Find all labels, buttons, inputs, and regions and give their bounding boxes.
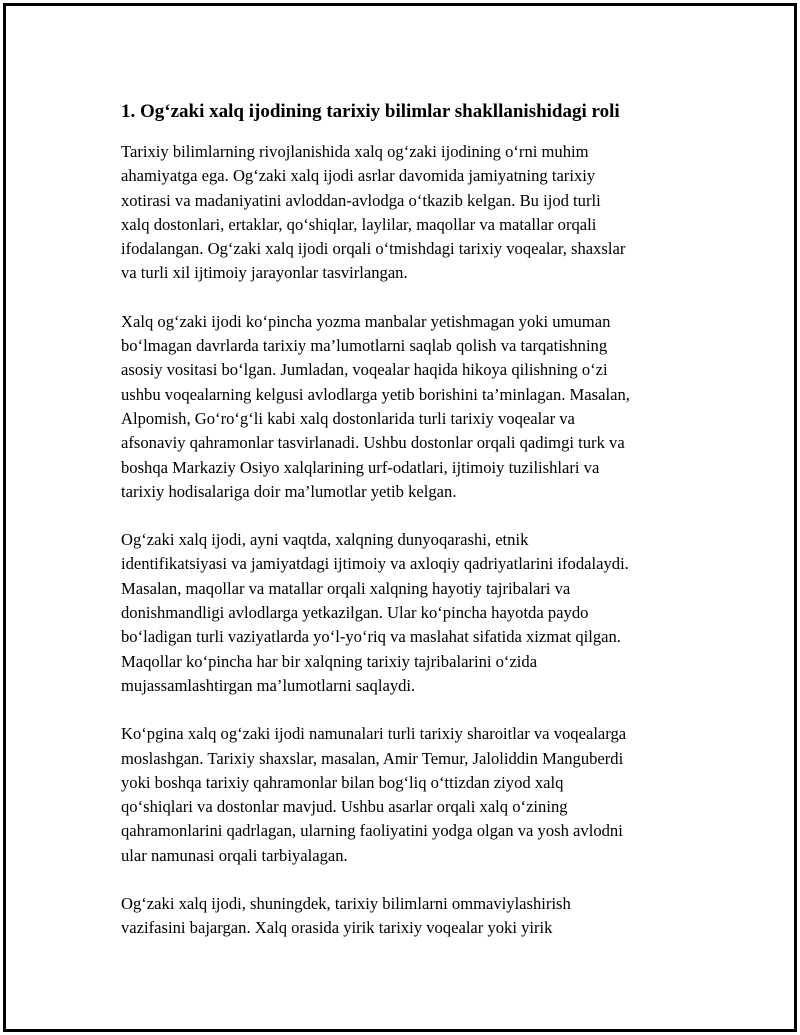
- text-line: identifikatsiyasi va jamiyatdagi ijtimoiy va axloqiy qadriyatlarini ifodalaydi.: [121, 554, 629, 574]
- document-body: [121, 98, 701, 965]
- text-line: mujassamlashtirgan ma’lumotlarni saqlaydi.: [121, 675, 416, 695]
- text-line: tarixiy hodisalariga doir ma’lumotlar yetib kelgan.: [121, 481, 457, 501]
- text-line: Og‘zaki xalq ijodi, shuningdek, tarixiy bilimlarni ommaviylashirish: [121, 894, 571, 914]
- text-line: qo‘shiqlari va dostonlar mavjud. Ushbu asarlar orqali xalq o‘zining: [121, 797, 568, 817]
- text-line: moslashgan. Tarixiy shaxslar, masalan, Amir Temur, Jaloliddin Manguberdi: [121, 748, 624, 768]
- text-line: ahamiyatga ega. Og‘zaki xalq ijodi asrlar davomida jamiyatning tarixiy: [121, 166, 596, 186]
- text-line: ushbu voqealarning kelgusi avlodlarga yetib borishini ta’minlagan. Masalan,: [121, 384, 630, 404]
- text-line: Ko‘pgina xalq og‘zaki ijodi namunalari turli tarixiy sharoitlar va voqealarga: [121, 724, 627, 744]
- text-line: xalq dostonlari, ertaklar, qo‘shiqlar, laylilar, maqollar va matallar orqali: [121, 214, 597, 234]
- text-line: qahramonlarini qadrlagan, ularning faoliyatini yodga olgan va yosh avlodni: [121, 821, 623, 841]
- text-line: bo‘lmagan davrlarda tarixiy ma’lumotlarni saqlab qolish va tarqatishning: [121, 336, 608, 356]
- text-line: Tarixiy bilimlarning rivojlanishida xalq og‘zaki ijodining o‘rni muhim: [121, 142, 589, 161]
- text-line: va turli xil ijtimoiy jarayonlar tasvirlangan.: [121, 263, 408, 283]
- section-heading: 1. Og‘zaki xalq ijodining tarixiy bilimlar shakllanishidagi roli: [121, 101, 620, 122]
- paragraph-3: [121, 528, 701, 698]
- text-line: xotirasi va madaniyatini avloddan-avlodga o‘tkazib kelgan. Bu ijod turli: [121, 190, 601, 210]
- text-line: boshqa Markaziy Osiyo xalqlarining urf-odatlari, ijtimoiy tuzilishlari va: [121, 457, 600, 477]
- text-line: vazifasini bajargan. Xalq orasida yirik tarixiy voqealar yoki yirik: [121, 918, 553, 938]
- text-line: bo‘ladigan turli vaziyatlarda yo‘l-yo‘riq va maslahat sifatida xizmat qilgan.: [121, 627, 621, 647]
- page-frame: [3, 3, 797, 1032]
- paragraph-4: [121, 722, 701, 868]
- text-line: donishmandligi avlodlarga yetkazilgan. Ular ko‘pincha hayotda paydo: [121, 603, 589, 623]
- paragraph-2: [121, 310, 701, 504]
- text-line: Og‘zaki xalq ijodi, ayni vaqtda, xalqning dunyoqarashi, etnik: [121, 530, 529, 550]
- text-line: Alpomish, Go‘ro‘g‘li kabi xalq dostonlarida turli tarixiy voqealar va: [121, 408, 575, 428]
- text-line: afsonaviy qahramonlar tasvirlanadi. Ushbu dostonlar orqali qadimgi turk va: [121, 433, 625, 453]
- text-line: Maqollar ko‘pincha har bir xalqning tarixiy tajribalarini o‘zida: [121, 651, 538, 671]
- text-line: asosiy vositasi bo‘lgan. Jumladan, voqealar haqida hikoya qilishning o‘zi: [121, 360, 608, 380]
- paragraph-5: [121, 892, 701, 941]
- text-line: Xalq og‘zaki ijodi ko‘pincha yozma manbalar yetishmagan yoki umuman: [121, 311, 611, 331]
- text-line: yoki boshqa tarixiy qahramonlar bilan bog‘liq o‘ttizdan ziyod xalq: [121, 772, 564, 792]
- text-line: Masalan, maqollar va matallar orqali xalqning hayotiy tajribalari va: [121, 578, 571, 598]
- paragraph-1: [121, 140, 701, 286]
- text-line: ifodalangan. Og‘zaki xalq ijodi orqali o‘tmishdagi tarixiy voqealar, shaxslar: [121, 239, 626, 259]
- text-line: ular namunasi orqali tarbiyalagan.: [121, 845, 348, 865]
